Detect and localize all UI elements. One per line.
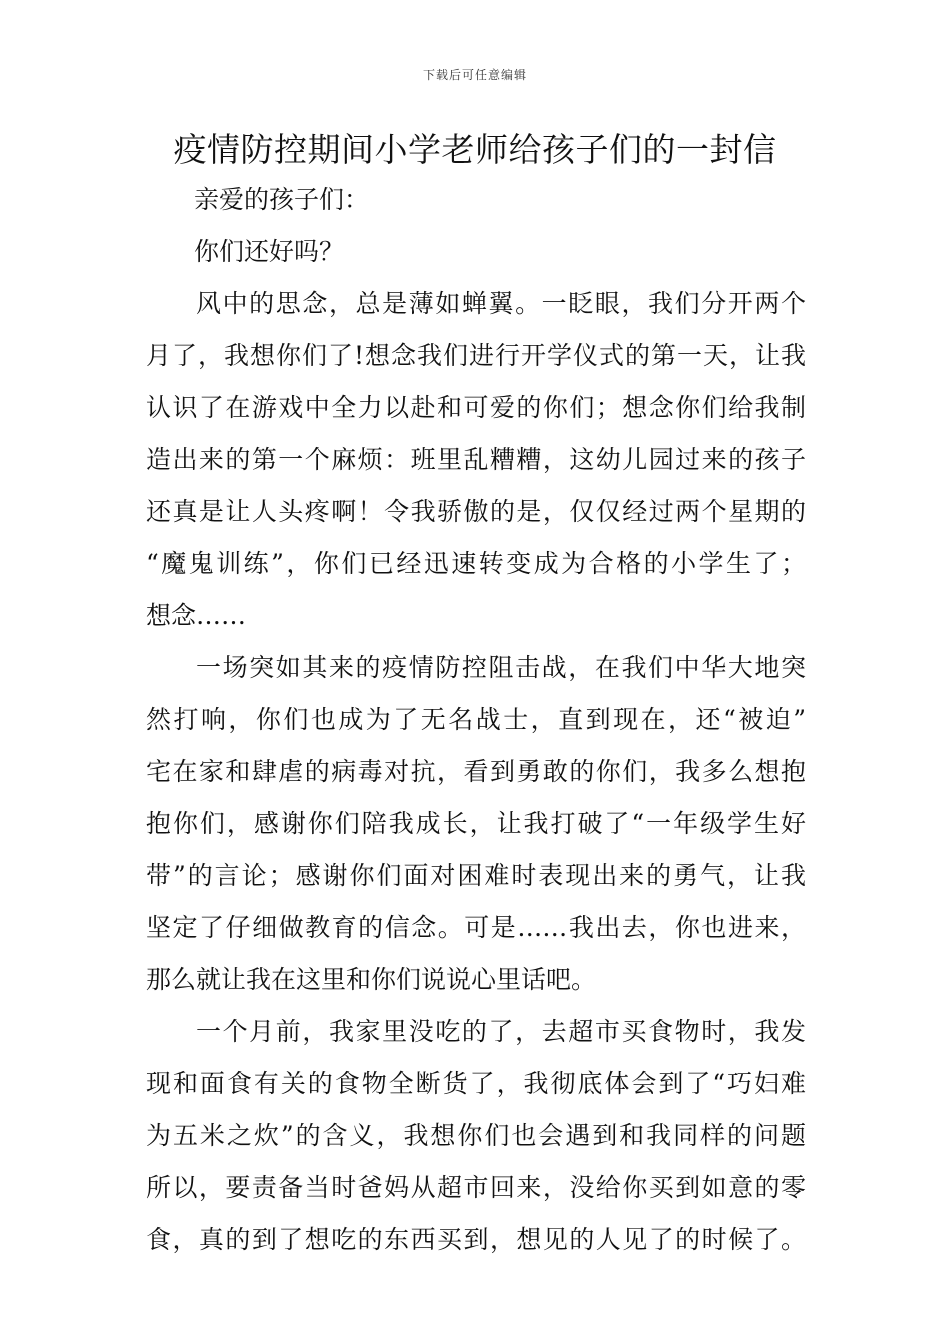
text-line: 你们还好吗？	[194, 237, 345, 266]
document-title: 疫情防控期间小学老师给孩子们的一封信	[173, 130, 777, 169]
text-line: 食，真的到了想吃的东西买到，想见的人见了的时候了。	[146, 1225, 806, 1254]
text-line: 想念……	[146, 601, 247, 630]
text-line: 一个月前，我家里没吃的了，去超市买食物时，我发	[196, 1017, 806, 1046]
text-line: 月了，我想你们了!想念我们进行开学仪式的第一天，让我	[146, 341, 806, 370]
text-line: 一场突如其来的疫情防控阻击战，在我们中华大地突	[196, 653, 806, 682]
text-line: 抱你们，感谢你们陪我成长，让我打破了“一年级学生好	[146, 809, 806, 838]
text-line: 造出来的第一个麻烦：班里乱糟糟，这幼儿园过来的孩子	[146, 445, 806, 474]
text-line: 为五米之炊”的含义，我想你们也会遇到和我同样的问题	[146, 1121, 806, 1150]
text-line: 然打响，你们也成为了无名战士，直到现在，还“被迫”	[146, 705, 806, 734]
text-line: 带”的言论；感谢你们面对困难时表现出来的勇气，让我	[146, 861, 806, 890]
text-line: 亲爱的孩子们：	[194, 185, 370, 214]
text-line: 坚定了仔细做教育的信念。可是……我出去，你也进来，	[146, 913, 806, 942]
text-line: 还真是让人头疼啊！令我骄傲的是，仅仅经过两个星期的	[146, 497, 806, 526]
text-line: 认识了在游戏中全力以赴和可爱的你们；想念你们给我制	[146, 393, 806, 422]
text-line: 现和面食有关的食物全断货了，我彻底体会到了“巧妇难	[146, 1069, 806, 1098]
text-line: “魔鬼训练”，你们已经迅速转变成为合格的小学生了；	[146, 549, 806, 578]
text-line: 那么就让我在这里和你们说说心里话吧。	[146, 965, 597, 994]
header-note: 下载后可任意编辑	[422, 68, 527, 82]
letter-body	[146, 174, 806, 1266]
text-line: 风中的思念，总是薄如蝉翼。一眨眼，我们分开两个	[196, 289, 806, 318]
text-line: 宅在家和肆虐的病毒对抗，看到勇敢的你们，我多么想抱	[146, 757, 806, 786]
text-line: 所以，要责备当时爸妈从超市回来，没给你买到如意的零	[146, 1173, 806, 1202]
